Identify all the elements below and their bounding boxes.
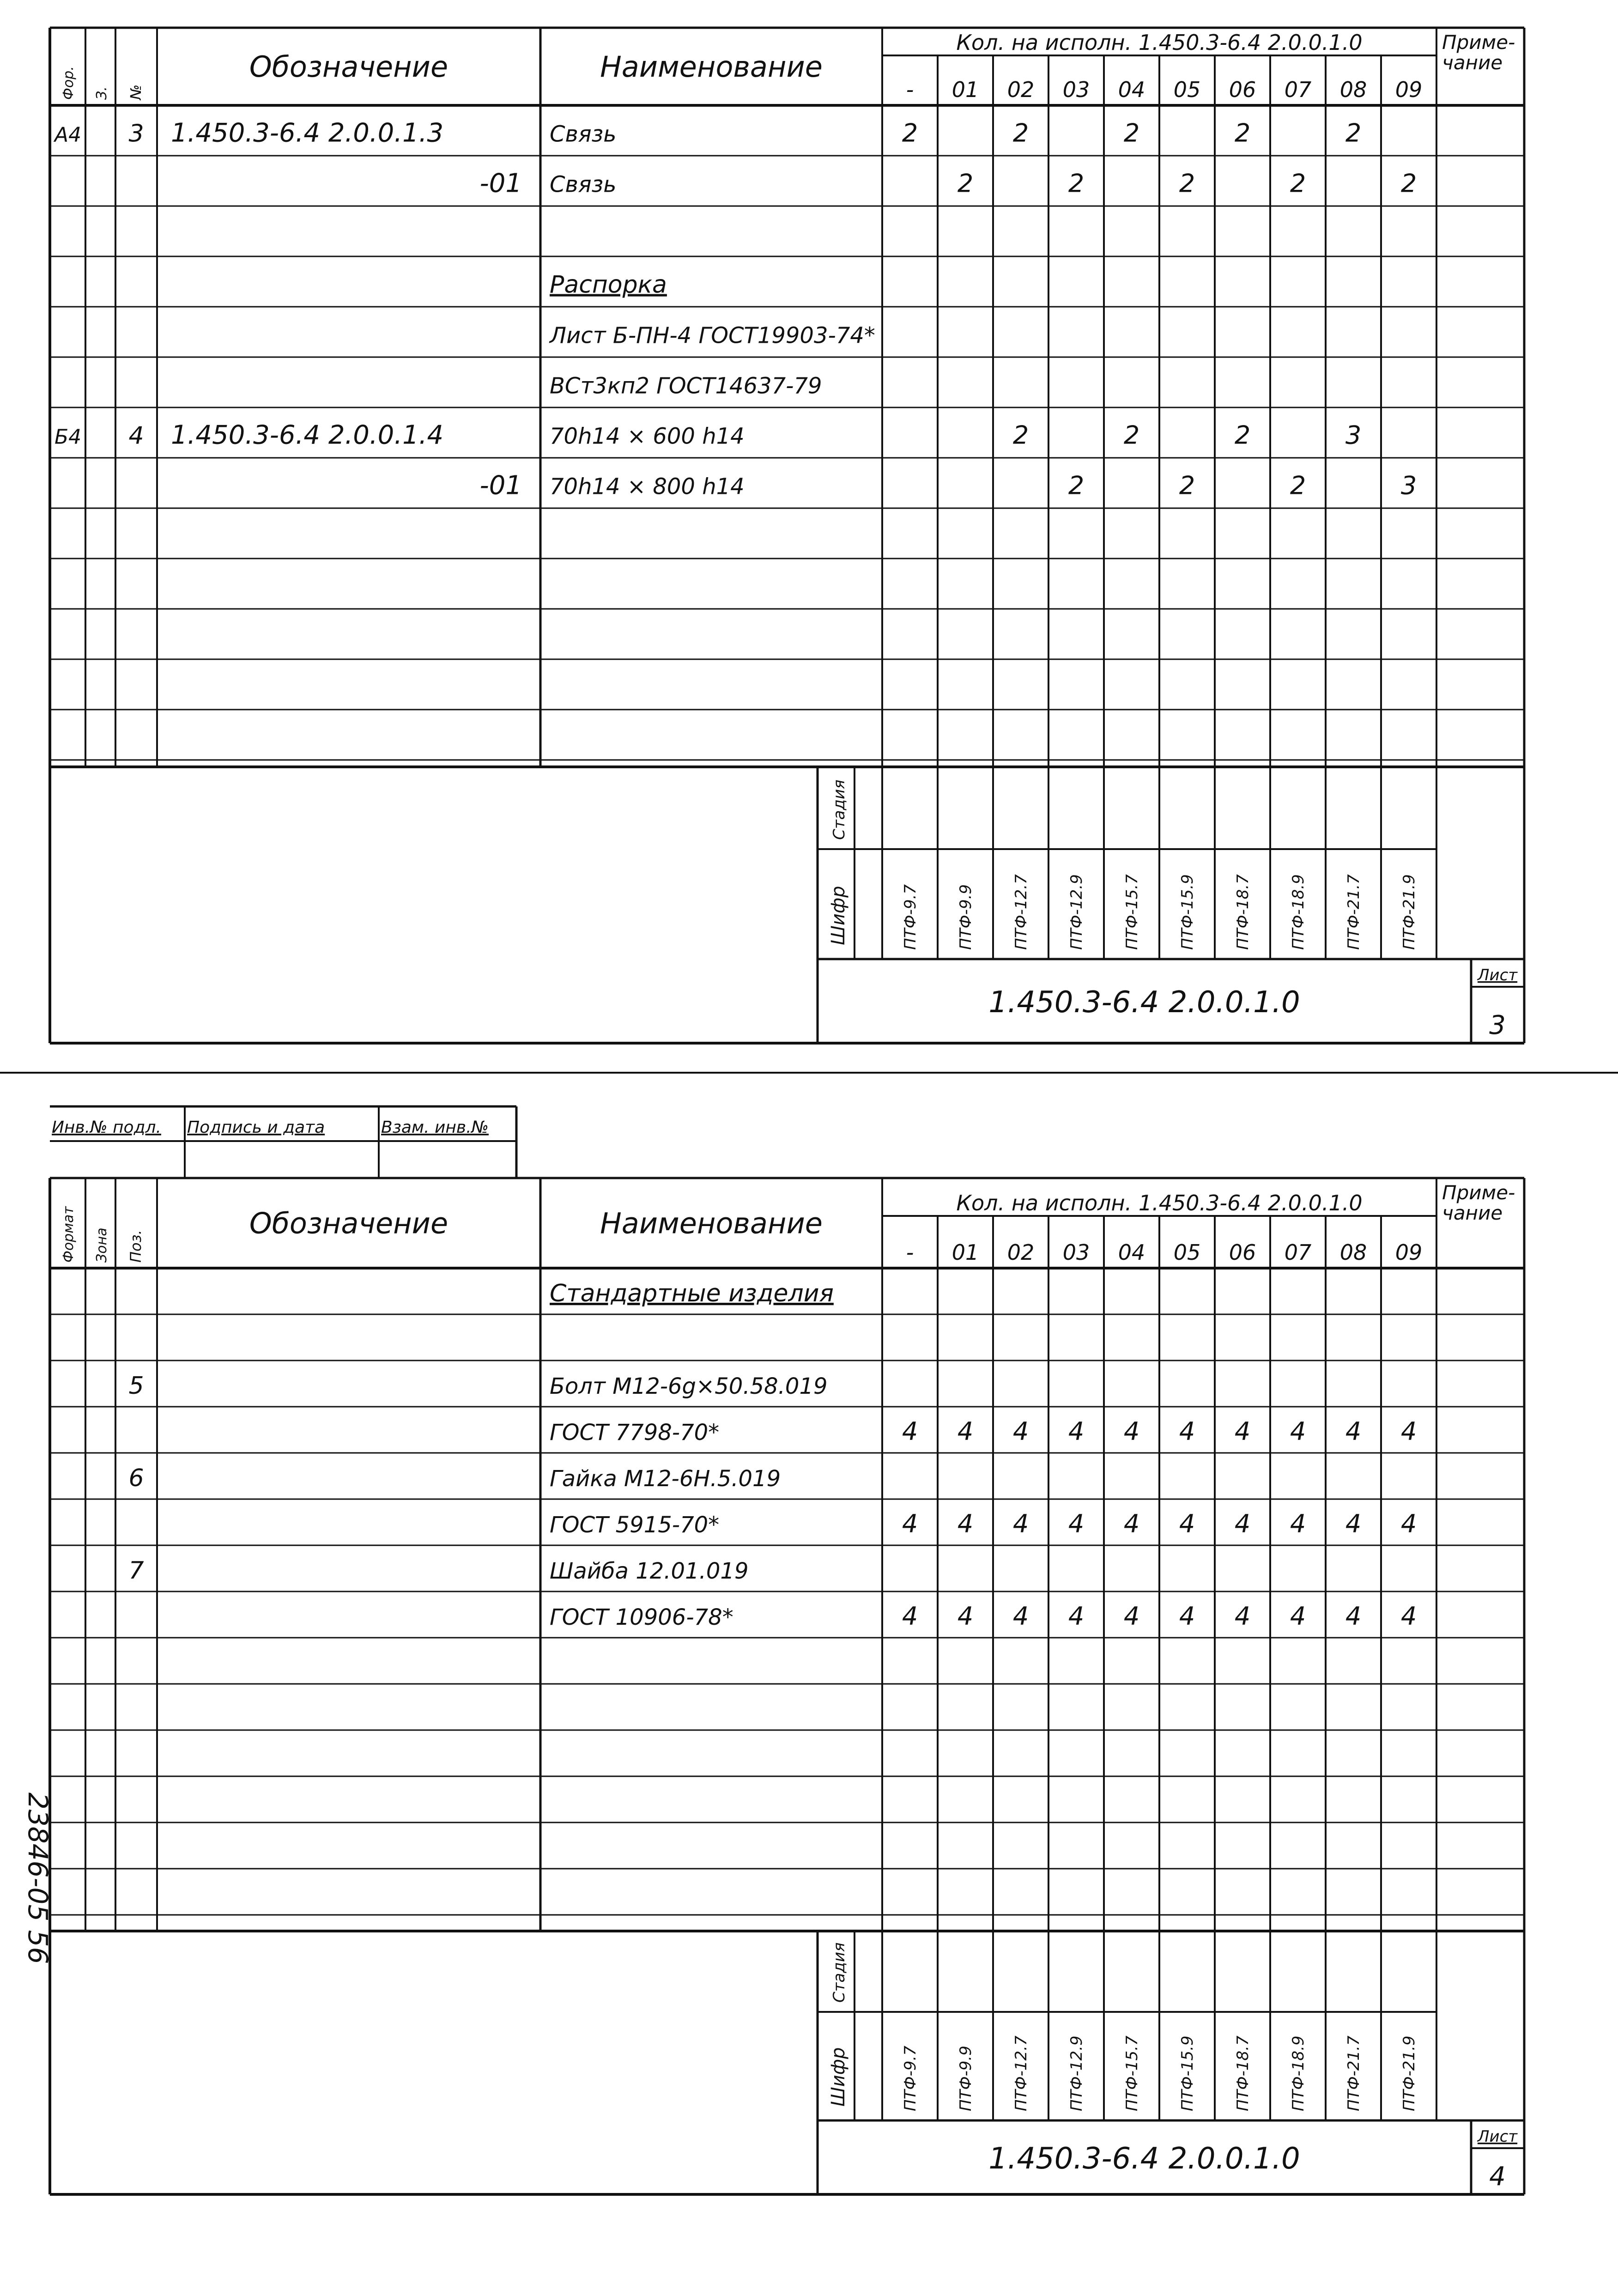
row-name: ГОСТ 5915-70* bbox=[550, 1512, 720, 1538]
row-position: 4 bbox=[128, 422, 144, 450]
variant-code: ПТФ-21.9 bbox=[1400, 874, 1418, 950]
sheet2-hdr-variant: - bbox=[906, 1240, 914, 1265]
row-qty-cell: 2 bbox=[957, 169, 974, 198]
stamp-replace-label: Взам. инв.№ bbox=[381, 1118, 489, 1137]
row-qty-cell: 4 bbox=[1012, 1509, 1029, 1538]
stamp-sign-label: Подпись и дата bbox=[187, 1118, 325, 1137]
row-qty-cell: 2 bbox=[1179, 169, 1195, 198]
row-format: Б4 bbox=[55, 425, 82, 449]
sheet2-stage-label: Стадия bbox=[830, 1942, 848, 2003]
variant-code: ПТФ-12.9 bbox=[1067, 874, 1086, 950]
row-qty-cell: 4 bbox=[1179, 1509, 1195, 1538]
variant-code: ПТФ-15.7 bbox=[1123, 874, 1141, 950]
sheet1-hdr-variant: 01 bbox=[951, 77, 979, 102]
row-name: Связь bbox=[550, 121, 617, 147]
row-name: Лист Б-ПН-4 ГОСТ19903-74* bbox=[550, 322, 875, 349]
row-qty-cell: 4 bbox=[1290, 1602, 1306, 1631]
row-qty-cell: 2 bbox=[1400, 169, 1417, 198]
variant-code: ПТФ-9.7 bbox=[901, 2046, 920, 2111]
sheet2-hdr-variant: 02 bbox=[1007, 1240, 1035, 1265]
row-name: ГОСТ 10906-78* bbox=[550, 1604, 733, 1630]
row-qty-cell: 4 bbox=[1012, 1602, 1029, 1631]
row-designation: -01 bbox=[479, 168, 522, 199]
row-position: 5 bbox=[128, 1372, 144, 1400]
row-qty-cell: 4 bbox=[1345, 1417, 1362, 1446]
sheet1-hdr-variant: 04 bbox=[1118, 77, 1145, 102]
row-qty-cell: 4 bbox=[1068, 1509, 1085, 1538]
sheet2-code-label: Шифр bbox=[828, 2047, 849, 2107]
row-qty-cell: 4 bbox=[902, 1602, 918, 1631]
row-position: 6 bbox=[128, 1464, 144, 1492]
variant-code: ПТФ-21.9 bbox=[1400, 2035, 1418, 2111]
row-qty-cell: 3 bbox=[1345, 420, 1362, 450]
sheet2-hdr-variant: 06 bbox=[1229, 1240, 1256, 1265]
row-qty-cell: 4 bbox=[1179, 1417, 1195, 1446]
row-qty-cell: 2 bbox=[1234, 420, 1251, 450]
row-name: Связь bbox=[550, 171, 617, 198]
row-position: 7 bbox=[128, 1557, 144, 1585]
sheet1-sheet-label: Лист bbox=[1477, 966, 1518, 984]
variant-code: ПТФ-9.9 bbox=[957, 2046, 975, 2111]
sheet1-hdr-pos: № bbox=[127, 84, 145, 100]
row-qty-cell: 4 bbox=[1068, 1417, 1085, 1446]
row-designation: 1.450.3-6.4 2.0.0.1.4 bbox=[171, 420, 444, 450]
sheet1-hdr-variant: 09 bbox=[1395, 77, 1423, 102]
sheet1-stage-label: Стадия bbox=[830, 779, 848, 840]
sheet1-hdr-variant: 05 bbox=[1173, 77, 1201, 102]
sheet2-hdr-note: Приме-чание bbox=[1442, 1181, 1515, 1225]
row-name: Шайба 12.01.019 bbox=[550, 1558, 749, 1584]
row-qty-cell: 2 bbox=[902, 118, 918, 148]
sheet2-doc-number: 1.450.3-6.4 2.0.0.1.0 bbox=[988, 2142, 1300, 2176]
row-name: ГОСТ 7798-70* bbox=[550, 1420, 720, 1446]
row-section-heading: Стандартные изделия bbox=[550, 1280, 834, 1307]
variant-code: ПТФ-18.9 bbox=[1289, 874, 1308, 950]
row-section-heading: Распорка bbox=[550, 271, 667, 299]
variant-code: ПТФ-15.9 bbox=[1178, 874, 1197, 950]
row-name: 70h14 × 800 h14 bbox=[550, 474, 745, 500]
row-qty-cell: 4 bbox=[957, 1602, 974, 1631]
row-format: А4 bbox=[55, 123, 82, 147]
sheet1-hdr-variant: 03 bbox=[1062, 77, 1090, 102]
row-qty-cell: 4 bbox=[1234, 1509, 1251, 1538]
variant-code: ПТФ-15.9 bbox=[1178, 2035, 1197, 2111]
row-name: Болт М12-6g×50.58.019 bbox=[550, 1373, 828, 1399]
stamp-inv-label: Инв.№ подл. bbox=[52, 1118, 161, 1137]
row-qty-cell: 4 bbox=[957, 1509, 974, 1538]
variant-code: ПТФ-18.7 bbox=[1234, 874, 1252, 950]
variant-code: ПТФ-18.9 bbox=[1289, 2035, 1308, 2111]
row-qty-cell: 4 bbox=[1123, 1417, 1140, 1446]
variant-code: ПТФ-15.7 bbox=[1123, 2035, 1141, 2111]
sheet1-hdr-designation: Обозначение bbox=[249, 50, 448, 84]
sheet2-hdr-variant: 09 bbox=[1395, 1240, 1423, 1265]
row-qty-cell: 2 bbox=[1012, 118, 1029, 148]
row-qty-cell: 2 bbox=[1179, 471, 1195, 500]
row-name: ВСт3кп2 ГОСТ14637-79 bbox=[550, 373, 822, 399]
sheet2-hdr-variant: 01 bbox=[951, 1240, 979, 1265]
variant-code: ПТФ-18.7 bbox=[1234, 2035, 1252, 2111]
sheet1-hdr-variant: 02 bbox=[1007, 77, 1035, 102]
row-qty-cell: 3 bbox=[1400, 471, 1417, 500]
sheet2-sheet-number: 4 bbox=[1489, 2162, 1506, 2192]
row-qty-cell: 4 bbox=[1400, 1417, 1417, 1446]
variant-code: ПТФ-12.7 bbox=[1012, 874, 1030, 950]
sheet1-doc-number: 1.450.3-6.4 2.0.0.1.0 bbox=[988, 985, 1300, 1020]
sheet2-sheet-label: Лист bbox=[1477, 2127, 1518, 2146]
row-qty-cell: 4 bbox=[1234, 1417, 1251, 1446]
row-qty-cell: 4 bbox=[1290, 1509, 1306, 1538]
row-qty-cell: 2 bbox=[1345, 118, 1362, 148]
sheet2-hdr-variant: 04 bbox=[1118, 1240, 1145, 1265]
row-qty-cell: 4 bbox=[1345, 1602, 1362, 1631]
sheet2-hdr-variant: 08 bbox=[1339, 1240, 1367, 1265]
row-qty-cell: 2 bbox=[1290, 169, 1306, 198]
sheet1-hdr-name: Наименование bbox=[600, 50, 823, 84]
row-qty-cell: 4 bbox=[1068, 1602, 1085, 1631]
sheet1-hdr-qty-title: Кол. на исполн. 1.450.3-6.4 2.0.0.1.0 bbox=[956, 30, 1363, 55]
margin-archive-number: 23846-05 56 bbox=[22, 1792, 54, 1964]
sheet1-hdr-variant: 08 bbox=[1339, 77, 1367, 102]
row-qty-cell: 2 bbox=[1290, 471, 1306, 500]
row-qty-cell: 4 bbox=[902, 1509, 918, 1538]
sheet1-hdr-zone: З. bbox=[94, 86, 110, 100]
variant-code: ПТФ-12.9 bbox=[1067, 2035, 1086, 2111]
sheet2-hdr-variant: 03 bbox=[1062, 1240, 1090, 1265]
sheet1-hdr-variant: 06 bbox=[1229, 77, 1256, 102]
sheet2-hdr-pos: Поз. bbox=[127, 1230, 145, 1263]
row-qty-cell: 2 bbox=[1012, 420, 1029, 450]
row-name: Гайка М12-6Н.5.019 bbox=[550, 1466, 781, 1492]
row-qty-cell: 4 bbox=[1123, 1602, 1140, 1631]
sheet1-hdr-format: Фор. bbox=[61, 66, 77, 100]
variant-code: ПТФ-12.7 bbox=[1012, 2035, 1030, 2111]
row-designation: -01 bbox=[479, 470, 522, 501]
row-qty-cell: 4 bbox=[902, 1417, 918, 1446]
row-qty-cell: 2 bbox=[1068, 471, 1085, 500]
sheet1-code-label: Шифр bbox=[828, 886, 849, 945]
variant-code: ПТФ-9.7 bbox=[901, 884, 920, 950]
row-qty-cell: 4 bbox=[1012, 1417, 1029, 1446]
row-qty-cell: 2 bbox=[1068, 169, 1085, 198]
row-qty-cell: 2 bbox=[1123, 420, 1140, 450]
row-qty-cell: 4 bbox=[957, 1417, 974, 1446]
row-qty-cell: 4 bbox=[1234, 1602, 1251, 1631]
row-qty-cell: 4 bbox=[1290, 1417, 1306, 1446]
row-qty-cell: 2 bbox=[1123, 118, 1140, 148]
sheet2-hdr-zone: Зона bbox=[94, 1227, 110, 1263]
variant-code: ПТФ-21.7 bbox=[1345, 2035, 1363, 2111]
row-qty-cell: 4 bbox=[1345, 1509, 1362, 1538]
row-designation: 1.450.3-6.4 2.0.0.1.3 bbox=[171, 118, 444, 148]
row-qty-cell: 2 bbox=[1234, 118, 1251, 148]
variant-code: ПТФ-9.9 bbox=[957, 884, 975, 950]
sheet1-sheet-number: 3 bbox=[1489, 1010, 1506, 1040]
sheet2-hdr-qty-title: Кол. на исполн. 1.450.3-6.4 2.0.0.1.0 bbox=[956, 1191, 1363, 1215]
row-qty-cell: 4 bbox=[1123, 1509, 1140, 1538]
sheet2-hdr-name: Наименование bbox=[600, 1206, 823, 1240]
row-qty-cell: 4 bbox=[1179, 1602, 1195, 1631]
sheet2-hdr-designation: Обозначение bbox=[249, 1206, 448, 1240]
sheet1-hdr-variant: 07 bbox=[1284, 77, 1312, 102]
sheet2-hdr-format: Формат bbox=[61, 1206, 77, 1263]
row-name: 70h14 × 600 h14 bbox=[550, 423, 745, 449]
row-position: 3 bbox=[128, 120, 144, 148]
sheet1-hdr-note: Приме-чание bbox=[1442, 31, 1515, 74]
sheet2-hdr-variant: 05 bbox=[1173, 1240, 1201, 1265]
row-qty-cell: 4 bbox=[1400, 1509, 1417, 1538]
variant-code: ПТФ-21.7 bbox=[1345, 874, 1363, 950]
sheet2-hdr-variant: 07 bbox=[1284, 1240, 1312, 1265]
row-qty-cell: 4 bbox=[1400, 1602, 1417, 1631]
sheet1-hdr-variant: - bbox=[906, 77, 914, 102]
